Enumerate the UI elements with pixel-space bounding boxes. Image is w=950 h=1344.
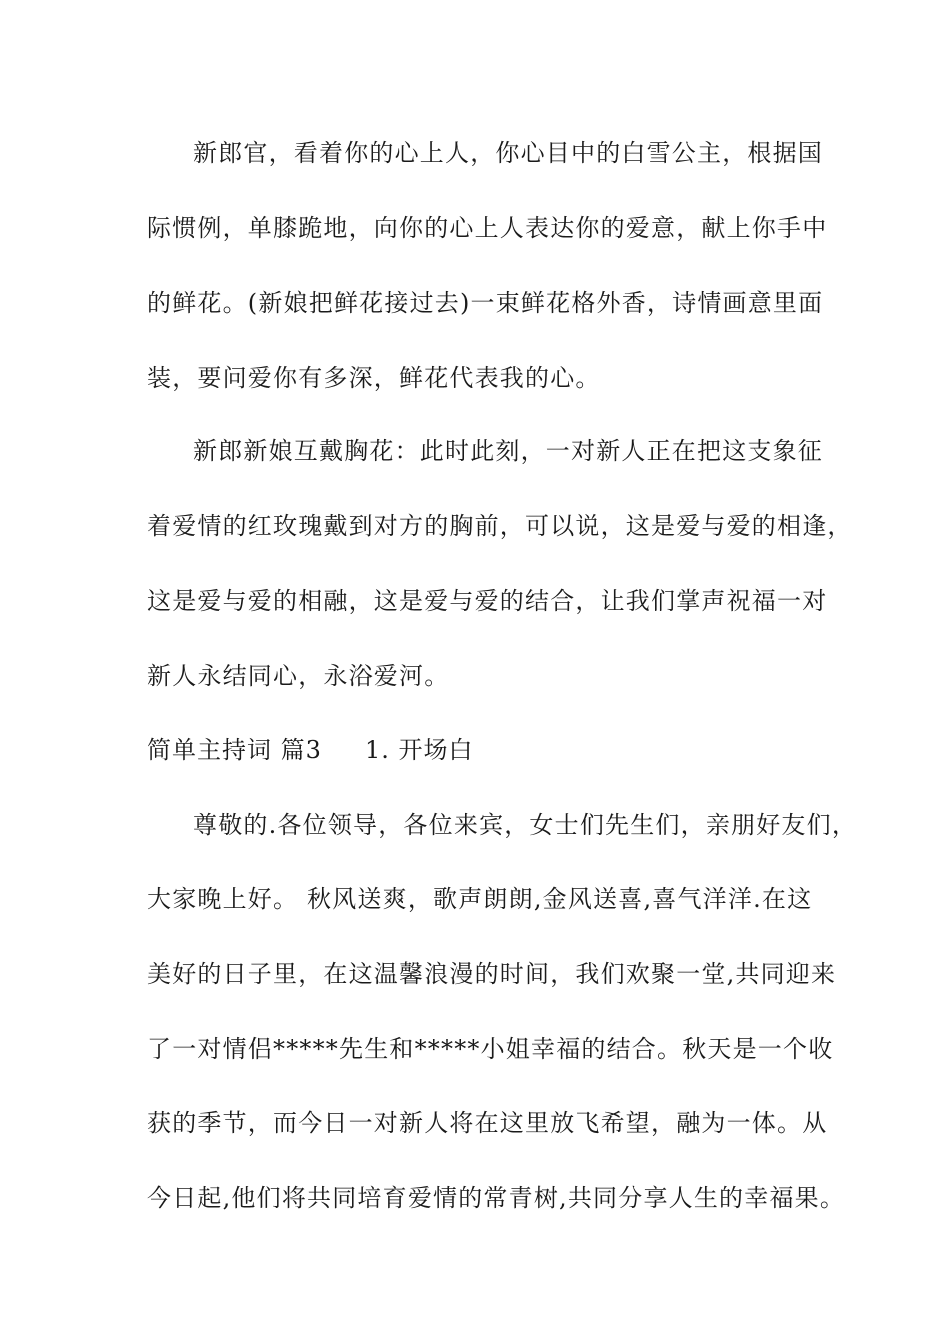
paragraph-1-line-3: 的鲜花。(新娘把鲜花接过去)一束鲜花格外香，诗情画意里面 (147, 289, 824, 317)
paragraph-3-line-2: 大家晚上好。 秋风送爽，歌声朗朗,金风送喜,喜气洋洋.在这 (147, 885, 813, 913)
section-title: 简单主持词 篇3 (147, 736, 322, 764)
paragraph-3-line-6: 今日起,他们将共同培育爱情的常青树,共同分享人生的幸福果。 (147, 1184, 846, 1212)
paragraph-1-line-4: 装，要问爱你有多深，鲜花代表我的心。 (147, 364, 601, 392)
paragraph-3-line-1: 尊敬的.各位领导，各位来宾，女士们先生们，亲朋好友们， (193, 811, 858, 839)
paragraph-3-line-4: 了一对情侣*****先生和*****小姐幸福的结合。秋天是一个收 (147, 1035, 834, 1063)
paragraph-3-line-5: 获的季节，而今日一对新人将在这里放飞希望，融为一体。从 (147, 1109, 828, 1137)
section-item: 1. 开场白 (365, 736, 474, 764)
section-heading (147, 735, 474, 765)
paragraph-1-line-1: 新郎官，看着你的心上人，你心目中的白雪公主，根据国 (193, 139, 823, 167)
paragraph-2-line-3: 这是爱与爱的相融，这是爱与爱的结合，让我们掌声祝福一对 (147, 587, 828, 615)
paragraph-2-line-4: 新人永结同心，永浴爱河。 (147, 662, 450, 690)
paragraph-2-line-1: 新郎新娘互戴胸花：此时此刻，一对新人正在把这支象征 (193, 437, 823, 465)
paragraph-1-line-2: 际惯例，单膝跪地，向你的心上人表达你的爱意，献上你手中 (147, 214, 828, 242)
paragraph-2-line-2: 着爱情的红玫瑰戴到对方的胸前，可以说，这是爱与爱的相逢， (147, 512, 853, 540)
paragraph-3-line-3: 美好的日子里，在这温馨浪漫的时间，我们欢聚一堂,共同迎来 (147, 960, 837, 988)
